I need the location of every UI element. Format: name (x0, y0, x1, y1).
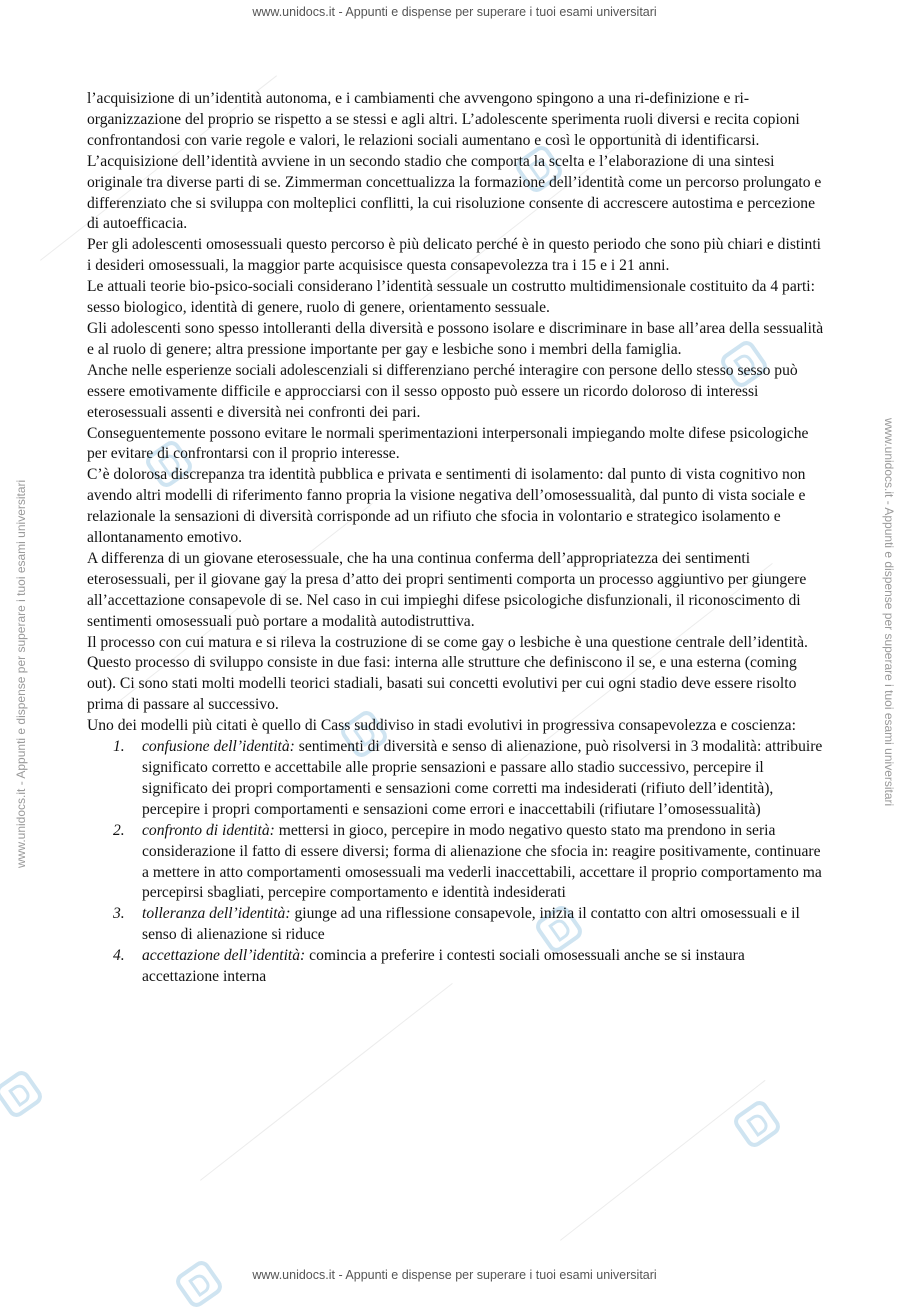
paragraph: A differenza di un giovane eterosessuale, che ha una continua conferma dell’appropriatezza dei sentimenti eterosessuali, per il giovane gay la presa d’atto dei propri sentimenti comporta un processo aggiuntivo per giungere all’accettazione consapevole di se. Nel caso in cui impieghi difese psicologiche disfunzionali, il riconoscimento di sentimenti omosessuali può portare a modalità autodistruttiva. (87, 549, 807, 630)
list-item (87, 946, 825, 988)
list-number: 3. (113, 905, 125, 923)
paragraph: Gli adolescenti sono spesso intolleranti della diversità e possono isolare e discriminare in base all’area della sessualità e al ruolo di genere; altra pressione importante per gay e lesbiche sono i membri della famiglia. (87, 319, 824, 358)
paragraph: Conseguentemente possono evitare le normali sperimentazioni interpersonali impiegando molte difese psicologiche per evitare di confrontarsi con il proprio interesse. (87, 424, 809, 463)
unidocs-logo-icon (0, 1068, 45, 1121)
watermark-line (560, 1080, 765, 1241)
footer-banner: www.unidocs.it - Appunti e dispense per superare i tuoi esami universitari (252, 1268, 657, 1282)
side-banner-left: www.unidocs.it - Appunti e dispense per superare i tuoi esami universitari (14, 479, 28, 868)
list-number: 2. (113, 821, 125, 839)
stage-term: confronto di identità: (142, 821, 275, 839)
stage-text: giunge ad una riflessione consapevole, inizia il contatto con altri omosessuali e il senso di alienazione si riduce (142, 905, 800, 944)
paragraph: Le attuali teorie bio-psico-sociali considerano l’identità sessuale un costrutto multidimensionale costituito da 4 parti: sesso biologico, identità di genere, ruolo di genere, orientamento sessuale. (87, 278, 815, 317)
stage-term: tolleranza dell’identità: (142, 905, 291, 923)
paragraph: C’è dolorosa discrepanza tra identità pubblica e privata e sentimenti di isolamento: dal punto di vista cognitivo non avendo altri modelli di riferimento fanno propria la visione negativa dell’omosessualità, dal punto di vista sociale e relazionale la sensazioni di diversità corrisponde ad un rifiuto che sfocia in volontario e strategico isolamento e allontanamento emotivo. (87, 466, 806, 547)
list-item (87, 904, 825, 946)
unidocs-logo-icon (173, 1258, 226, 1310)
stage-term: accettazione dell’identità: (142, 947, 306, 965)
stages-list (87, 737, 825, 988)
list-number: 4. (113, 947, 125, 965)
side-banner-right: www.unidocs.it - Appunti e dispense per superare i tuoi esami universitari (882, 418, 896, 807)
stage-text: mettersi in gioco, percepire in modo negativo questo stato ma prendono in seria considerazione il fatto di essere diversi; forma di alienazione che sfocia in: reagire positivamente, continuare a mettere in atto comportamenti omosessuali ma vederli inaccettabili, accettare il proprio comportamento ma percepirsi sbagliati, percepire comportamento e identità indesiderati (142, 821, 822, 902)
paragraph: Il processo con cui matura e si rileva la costruzione di se come gay o lesbiche è una questione centrale dell’identità. Questo processo di sviluppo consiste in due fasi: interna alle strutture che definiscono il se, e una esterna (coming out). Ci sono stati molti modelli teorici stadiali, basati sui concetti evolutivi per cui ogni stadio deve essere risolto prima di passare al successivo. (87, 633, 808, 714)
watermark-line (200, 983, 453, 1181)
list-item (87, 737, 825, 821)
unidocs-logo-icon (731, 1098, 784, 1151)
document-body (87, 89, 825, 988)
paragraph: Per gli adolescenti omosessuali questo percorso è più delicato perché è in questo periodo che sono più chiari e distinti i desideri omosessuali, la maggior parte acquisisce questa consapevolezza tra i 15 e i 21 anni. (87, 236, 822, 275)
stage-text: comincia a preferire i contesti sociali omosessuali anche se si instaura accettazione interna (142, 947, 745, 986)
stage-term: confusione dell’identità: (142, 738, 295, 756)
list-number: 1. (113, 738, 125, 756)
list-item (87, 821, 825, 905)
header-banner: www.unidocs.it - Appunti e dispense per superare i tuoi esami universitari (252, 5, 657, 19)
paragraph: Uno dei modelli più citati è quello di Cass suddiviso in stadi evolutivi in progressiva consapevolezza e coscienza: (87, 717, 796, 735)
paragraph: Anche nelle esperienze sociali adolescenziali si differenziano perché interagire con persone dello stesso sesso può essere emotivamente difficile e approcciarsi con il sesso opposto può essere un ricordo doloroso di interessi eterosessuali assenti e diversità nei confronti dei pari. (87, 361, 798, 421)
stage-text: sentimenti di diversità e senso di alienazione, può risolversi in 3 modalità: attribuire significato corretto e accettabile alle proprie sensazioni e passare allo stadio successivo, percepire il significato dei propri comportamenti e sensazioni come corretti ma indesiderati (rifiuto dell’identità), percepire i propri comportamenti e sensazioni come errori e inaccettabili (rifiutare l’omosessualità) (142, 738, 823, 818)
paragraph: l’acquisizione di un’identità autonoma, e i cambiamenti che avvengono spingono a una ri-definizione e ri-organizzazione del proprio se rispetto a se stessi e agli altri. L’adolescente sperimenta ruoli diversi e recita copioni confrontandosi con varie regole e valori, le relazioni sociali aumentano e così le opportunità di identificarsi. L’acquisizione dell’identità avviene in un secondo stadio che comporta la scelta e l’elaborazione di una sintesi originale tra diverse parti di se. Zimmerman concettualizza la formazione dell’identità come un percorso prolungato e differenziato che si sviluppa con molteplici conflitti, la cui risoluzione consente di accrescere autostima e percezione di autoefficacia. (87, 90, 822, 233)
